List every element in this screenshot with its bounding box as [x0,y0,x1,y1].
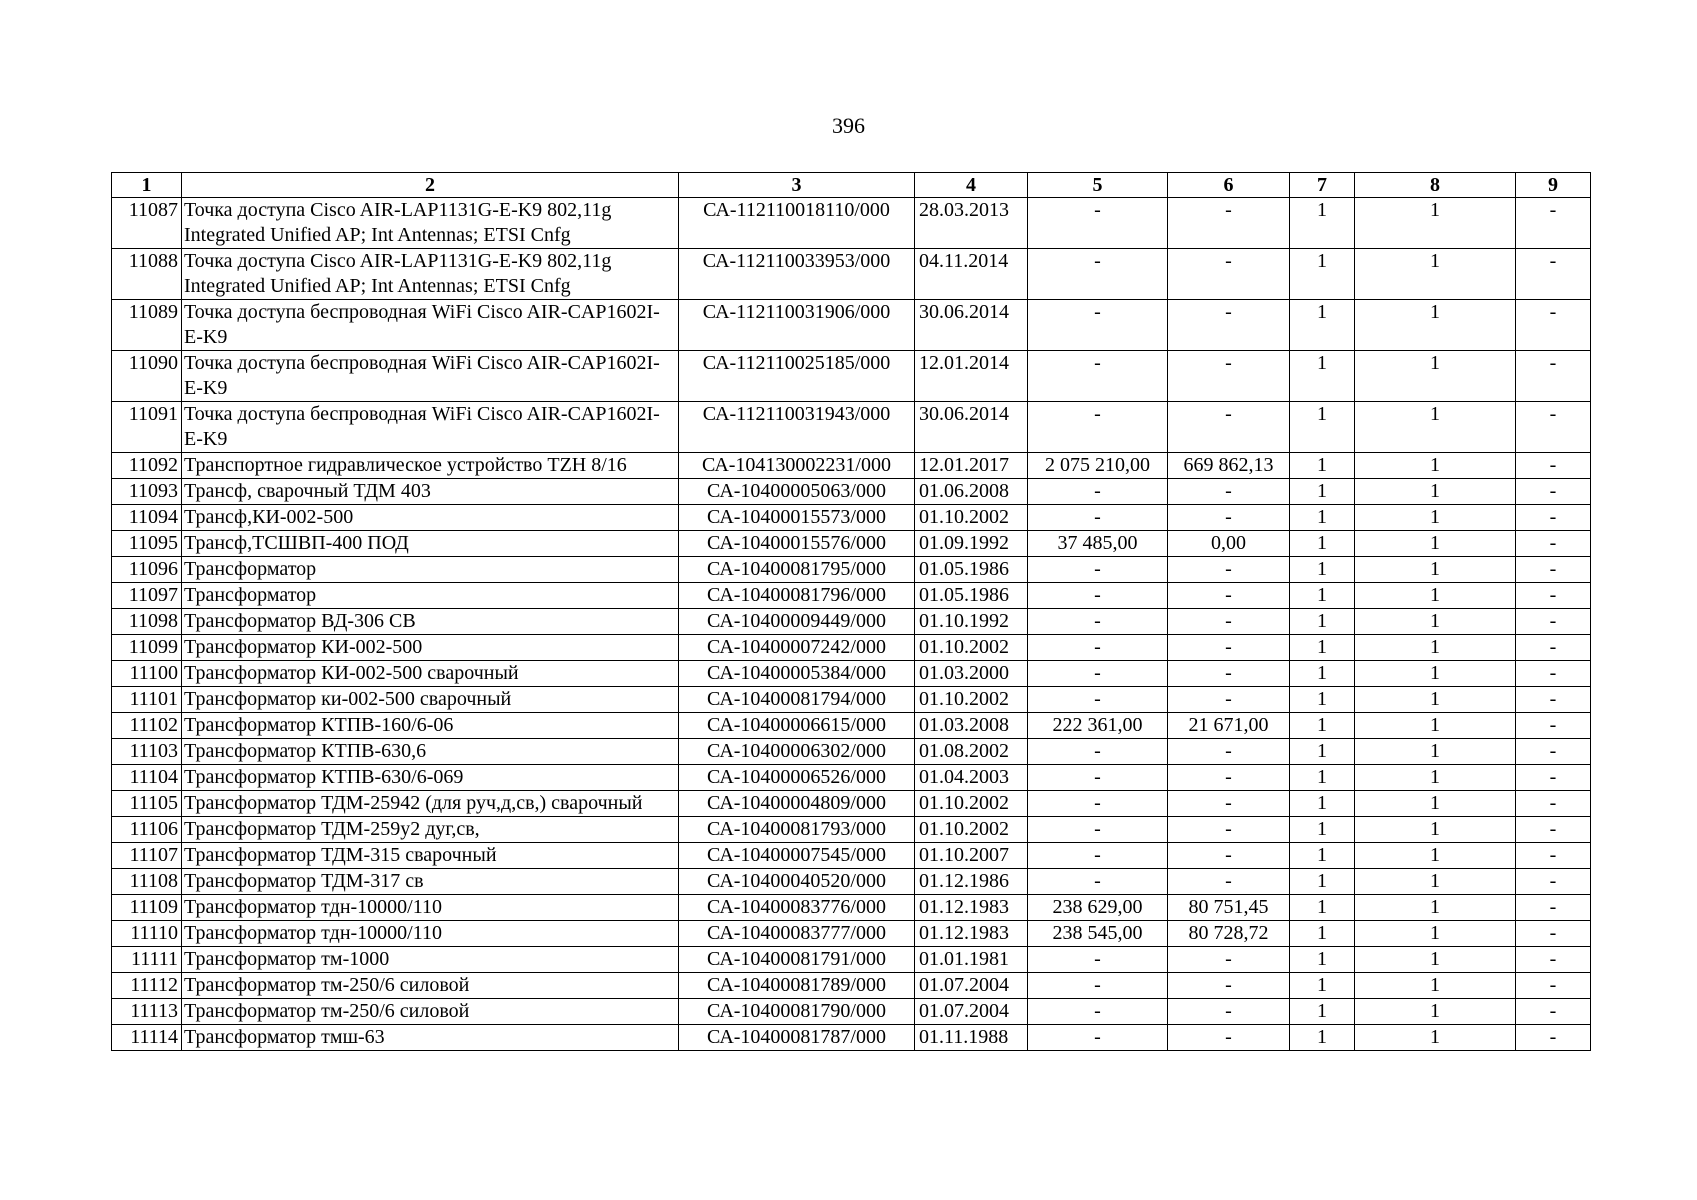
col-9-value: - [1516,531,1591,557]
residual-value: - [1168,869,1290,895]
date: 01.07.2004 [915,973,1028,999]
col-7-value: 1 [1290,791,1355,817]
date: 01.05.1986 [915,583,1028,609]
table-row [112,999,1591,1025]
header-row [112,173,1591,198]
col-7-value: 1 [1290,843,1355,869]
inventory-number: СА-10400081789/000 [679,973,915,999]
asset-name: Трансформатор тдн-10000/110 [182,895,679,921]
row-number: 11095 [112,531,182,557]
date: 01.10.1992 [915,609,1028,635]
inventory-number: СА-10400007242/000 [679,635,915,661]
initial-cost: - [1028,635,1168,661]
col-7-value: 1 [1290,453,1355,479]
inventory-number: СА-10400005384/000 [679,661,915,687]
col-8-value: 1 [1355,921,1516,947]
inventory-number: СА-10400009449/000 [679,609,915,635]
col-7-value: 1 [1290,635,1355,661]
asset-name: Трансформатор тм-250/6 силовой [182,999,679,1025]
col-8-value: 1 [1355,531,1516,557]
asset-name: Трансформатор ки-002-500 сварочный [182,687,679,713]
row-number: 11094 [112,505,182,531]
row-number: 11092 [112,453,182,479]
residual-value: - [1168,249,1290,300]
date: 01.06.2008 [915,479,1028,505]
col-8-value: 1 [1355,791,1516,817]
col-8-value: 1 [1355,739,1516,765]
col-9-value: - [1516,300,1591,351]
asset-name: Трансформатор ВД-306 СВ [182,609,679,635]
date: 30.06.2014 [915,300,1028,351]
inventory-number: СА-10400083777/000 [679,921,915,947]
residual-value: - [1168,973,1290,999]
date: 01.05.1986 [915,557,1028,583]
col-8-value: 1 [1355,505,1516,531]
table-row [112,1025,1591,1051]
row-number: 11106 [112,817,182,843]
initial-cost: - [1028,198,1168,249]
col-8-value: 1 [1355,198,1516,249]
date: 04.11.2014 [915,249,1028,300]
inventory-number: СА-10400081791/000 [679,947,915,973]
table-row [112,869,1591,895]
table-row [112,249,1591,300]
date: 28.03.2013 [915,198,1028,249]
residual-value: - [1168,198,1290,249]
col-8-value: 1 [1355,713,1516,739]
table-row [112,895,1591,921]
residual-value: - [1168,583,1290,609]
initial-cost: - [1028,661,1168,687]
table-row [112,739,1591,765]
row-number: 11088 [112,249,182,300]
col-8-value: 1 [1355,300,1516,351]
inventory-number: СА-112110031943/000 [679,402,915,453]
col-9-value: - [1516,921,1591,947]
table-row [112,817,1591,843]
date: 01.03.2008 [915,713,1028,739]
date: 01.12.1983 [915,921,1028,947]
initial-cost: 2 075 210,00 [1028,453,1168,479]
inventory-number: СА-10400081787/000 [679,1025,915,1051]
col-9-value: - [1516,739,1591,765]
table-row [112,402,1591,453]
col-9-value: - [1516,869,1591,895]
residual-value: - [1168,479,1290,505]
residual-value: - [1168,300,1290,351]
col-8-value: 1 [1355,687,1516,713]
col-header-3: 3 [679,173,915,198]
residual-value: - [1168,739,1290,765]
col-7-value: 1 [1290,249,1355,300]
col-9-value: - [1516,791,1591,817]
col-header-8: 8 [1355,173,1516,198]
inventory-number: СА-10400006526/000 [679,765,915,791]
date: 01.11.1988 [915,1025,1028,1051]
date: 01.10.2002 [915,635,1028,661]
initial-cost: - [1028,505,1168,531]
residual-value: - [1168,843,1290,869]
inventory-number: СА-10400006615/000 [679,713,915,739]
col-8-value: 1 [1355,843,1516,869]
initial-cost: 37 485,00 [1028,531,1168,557]
col-9-value: - [1516,479,1591,505]
residual-value: 669 862,13 [1168,453,1290,479]
row-number: 11110 [112,921,182,947]
col-8-value: 1 [1355,869,1516,895]
date: 01.10.2007 [915,843,1028,869]
initial-cost: - [1028,739,1168,765]
asset-name: Транспортное гидравлическое устройство TZH 8/16 [182,453,679,479]
inventory-number: СА-10400081790/000 [679,999,915,1025]
date: 01.10.2002 [915,505,1028,531]
row-number: 11099 [112,635,182,661]
asset-name: Трансф, сварочный ТДМ 403 [182,479,679,505]
col-9-value: - [1516,947,1591,973]
asset-name: Трансформатор [182,583,679,609]
table-row [112,453,1591,479]
residual-value: - [1168,765,1290,791]
col-9-value: - [1516,402,1591,453]
col-8-value: 1 [1355,583,1516,609]
initial-cost: - [1028,1025,1168,1051]
col-8-value: 1 [1355,817,1516,843]
col-9-value: - [1516,843,1591,869]
row-number: 11108 [112,869,182,895]
residual-value: 21 671,00 [1168,713,1290,739]
row-number: 11089 [112,300,182,351]
date: 01.08.2002 [915,739,1028,765]
col-7-value: 1 [1290,999,1355,1025]
initial-cost: - [1028,843,1168,869]
residual-value: 80 728,72 [1168,921,1290,947]
col-9-value: - [1516,661,1591,687]
col-8-value: 1 [1355,661,1516,687]
col-7-value: 1 [1290,921,1355,947]
residual-value: 80 751,45 [1168,895,1290,921]
col-8-value: 1 [1355,947,1516,973]
col-7-value: 1 [1290,402,1355,453]
asset-name: Трансформатор тм-250/6 силовой [182,973,679,999]
col-8-value: 1 [1355,999,1516,1025]
col-7-value: 1 [1290,817,1355,843]
initial-cost: - [1028,947,1168,973]
row-number: 11090 [112,351,182,402]
date: 01.01.1981 [915,947,1028,973]
col-7-value: 1 [1290,531,1355,557]
inventory-number: СА-10400083776/000 [679,895,915,921]
initial-cost: - [1028,479,1168,505]
asset-name: Точка доступа беспроводная WiFi Cisco AIR-CAP1602I-E-K9 [182,351,679,402]
asset-name: Точка доступа беспроводная WiFi Cisco AIR-CAP1602I-E-K9 [182,402,679,453]
col-7-value: 1 [1290,351,1355,402]
date: 01.07.2004 [915,999,1028,1025]
asset-name: Трансф,ТСШВП-400 ПОД [182,531,679,557]
inventory-number: СА-10400007545/000 [679,843,915,869]
table-row [112,921,1591,947]
col-9-value: - [1516,635,1591,661]
col-7-value: 1 [1290,895,1355,921]
date: 01.10.2002 [915,687,1028,713]
table-row [112,557,1591,583]
col-8-value: 1 [1355,557,1516,583]
asset-name: Трансформатор тм-1000 [182,947,679,973]
table-row [112,791,1591,817]
inventory-number: СА-112110031906/000 [679,300,915,351]
asset-name: Трансформатор КТПВ-160/6-06 [182,713,679,739]
col-8-value: 1 [1355,765,1516,791]
date: 01.10.2002 [915,817,1028,843]
row-number: 11113 [112,999,182,1025]
col-9-value: - [1516,687,1591,713]
table-row [112,198,1591,249]
date: 01.12.1983 [915,895,1028,921]
residual-value: - [1168,947,1290,973]
table-row [112,300,1591,351]
asset-name: Трансф,КИ-002-500 [182,505,679,531]
date: 01.12.1986 [915,869,1028,895]
inventory-number: СА-10400006302/000 [679,739,915,765]
col-header-6: 6 [1168,173,1290,198]
initial-cost: - [1028,249,1168,300]
row-number: 11103 [112,739,182,765]
col-7-value: 1 [1290,973,1355,999]
asset-name: Трансформатор [182,557,679,583]
col-header-7: 7 [1290,173,1355,198]
inventory-number: СА-10400081796/000 [679,583,915,609]
col-8-value: 1 [1355,479,1516,505]
col-9-value: - [1516,817,1591,843]
inventory-number: СА-10400015573/000 [679,505,915,531]
date: 01.03.2000 [915,661,1028,687]
inventory-number: СА-10400081794/000 [679,687,915,713]
row-number: 11097 [112,583,182,609]
col-7-value: 1 [1290,869,1355,895]
col-7-value: 1 [1290,583,1355,609]
initial-cost: 238 629,00 [1028,895,1168,921]
row-number: 11111 [112,947,182,973]
initial-cost: - [1028,402,1168,453]
asset-name: Трансформатор КИ-002-500 [182,635,679,661]
row-number: 11109 [112,895,182,921]
initial-cost: - [1028,583,1168,609]
col-7-value: 1 [1290,557,1355,583]
residual-value: - [1168,791,1290,817]
row-number: 11100 [112,661,182,687]
table-row [112,947,1591,973]
date: 12.01.2014 [915,351,1028,402]
row-number: 11107 [112,843,182,869]
col-7-value: 1 [1290,609,1355,635]
inventory-number: СА-104130002231/000 [679,453,915,479]
col-8-value: 1 [1355,973,1516,999]
asset-name: Точка доступа Cisco AIR-LAP1131G-E-K9 802,11g Integrated Unified AP; Int Antennas; ETSI Cnfg [182,249,679,300]
inventory-number: СА-10400040520/000 [679,869,915,895]
asset-name: Трансформатор ТДМ-25942 (для руч,д,св,) сварочный [182,791,679,817]
col-7-value: 1 [1290,739,1355,765]
col-7-value: 1 [1290,198,1355,249]
inventory-number: СА-10400081795/000 [679,557,915,583]
date: 30.06.2014 [915,402,1028,453]
initial-cost: - [1028,609,1168,635]
col-7-value: 1 [1290,505,1355,531]
asset-name: Трансформатор КИ-002-500 сварочный [182,661,679,687]
inventory-number: СА-10400004809/000 [679,791,915,817]
initial-cost: - [1028,300,1168,351]
col-8-value: 1 [1355,1025,1516,1051]
col-9-value: - [1516,557,1591,583]
date: 01.04.2003 [915,765,1028,791]
col-7-value: 1 [1290,1025,1355,1051]
col-8-value: 1 [1355,453,1516,479]
initial-cost: - [1028,869,1168,895]
initial-cost: - [1028,351,1168,402]
col-8-value: 1 [1355,249,1516,300]
col-8-value: 1 [1355,895,1516,921]
asset-name: Трансформатор тдн-10000/110 [182,921,679,947]
col-9-value: - [1516,198,1591,249]
col-header-9: 9 [1516,173,1591,198]
asset-name: Трансформатор КТПВ-630,6 [182,739,679,765]
col-7-value: 1 [1290,713,1355,739]
table-row [112,635,1591,661]
col-8-value: 1 [1355,351,1516,402]
row-number: 11114 [112,1025,182,1051]
initial-cost: 238 545,00 [1028,921,1168,947]
residual-value: - [1168,402,1290,453]
residual-value: - [1168,505,1290,531]
residual-value: - [1168,687,1290,713]
col-8-value: 1 [1355,635,1516,661]
col-9-value: - [1516,453,1591,479]
col-7-value: 1 [1290,300,1355,351]
inventory-number: СА-10400015576/000 [679,531,915,557]
col-7-value: 1 [1290,479,1355,505]
col-9-value: - [1516,895,1591,921]
col-9-value: - [1516,583,1591,609]
residual-value: - [1168,999,1290,1025]
table-row [112,609,1591,635]
row-number: 11098 [112,609,182,635]
initial-cost: 222 361,00 [1028,713,1168,739]
initial-cost: - [1028,973,1168,999]
date: 12.01.2017 [915,453,1028,479]
col-9-value: - [1516,609,1591,635]
asset-name: Точка доступа беспроводная WiFi Cisco AIR-CAP1602I-E-K9 [182,300,679,351]
table-row [112,479,1591,505]
initial-cost: - [1028,687,1168,713]
col-header-2: 2 [182,173,679,198]
col-8-value: 1 [1355,609,1516,635]
col-7-value: 1 [1290,947,1355,973]
col-7-value: 1 [1290,687,1355,713]
table-row [112,661,1591,687]
row-number: 11104 [112,765,182,791]
initial-cost: - [1028,999,1168,1025]
col-9-value: - [1516,765,1591,791]
page-number: 396 [832,113,865,138]
residual-value: - [1168,557,1290,583]
date: 01.09.1992 [915,531,1028,557]
inventory-number: СА-112110033953/000 [679,249,915,300]
col-9-value: - [1516,505,1591,531]
asset-name: Трансформатор ТДМ-317 св [182,869,679,895]
table-row [112,843,1591,869]
row-number: 11096 [112,557,182,583]
table-row [112,765,1591,791]
asset-name: Точка доступа Cisco AIR-LAP1131G-E-K9 802,11g Integrated Unified AP; Int Antennas; ETSI Cnfg [182,198,679,249]
asset-name: Трансформатор ТДМ-259у2 дуг,св, [182,817,679,843]
inventory-number: СА-10400005063/000 [679,479,915,505]
col-9-value: - [1516,713,1591,739]
residual-value: - [1168,609,1290,635]
asset-name: Трансформатор ТДМ-315 сварочный [182,843,679,869]
col-9-value: - [1516,1025,1591,1051]
initial-cost: - [1028,791,1168,817]
residual-value: - [1168,635,1290,661]
row-number: 11087 [112,198,182,249]
table-row [112,351,1591,402]
table-row [112,973,1591,999]
residual-value: - [1168,661,1290,687]
residual-value: - [1168,1025,1290,1051]
table-row [112,531,1591,557]
inventory-number: СА-10400081793/000 [679,817,915,843]
col-header-5: 5 [1028,173,1168,198]
row-number: 11091 [112,402,182,453]
table-row [112,713,1591,739]
col-9-value: - [1516,351,1591,402]
col-8-value: 1 [1355,402,1516,453]
table-body [112,198,1591,1051]
residual-value: - [1168,817,1290,843]
date: 01.10.2002 [915,791,1028,817]
row-number: 11093 [112,479,182,505]
row-number: 11105 [112,791,182,817]
initial-cost: - [1028,765,1168,791]
col-7-value: 1 [1290,661,1355,687]
inventory-number: СА-112110025185/000 [679,351,915,402]
table-row [112,583,1591,609]
col-9-value: - [1516,973,1591,999]
table-row [112,687,1591,713]
residual-value: 0,00 [1168,531,1290,557]
row-number: 11112 [112,973,182,999]
asset-table [111,172,1591,1051]
asset-name: Трансформатор КТПВ-630/6-069 [182,765,679,791]
table-row [112,505,1591,531]
residual-value: - [1168,351,1290,402]
col-9-value: - [1516,999,1591,1025]
col-header-4: 4 [915,173,1028,198]
inventory-number: СА-112110018110/000 [679,198,915,249]
col-9-value: - [1516,249,1591,300]
col-header-1: 1 [112,173,182,198]
row-number: 11101 [112,687,182,713]
asset-name: Трансформатор тмш-63 [182,1025,679,1051]
initial-cost: - [1028,557,1168,583]
initial-cost: - [1028,817,1168,843]
col-7-value: 1 [1290,765,1355,791]
row-number: 11102 [112,713,182,739]
